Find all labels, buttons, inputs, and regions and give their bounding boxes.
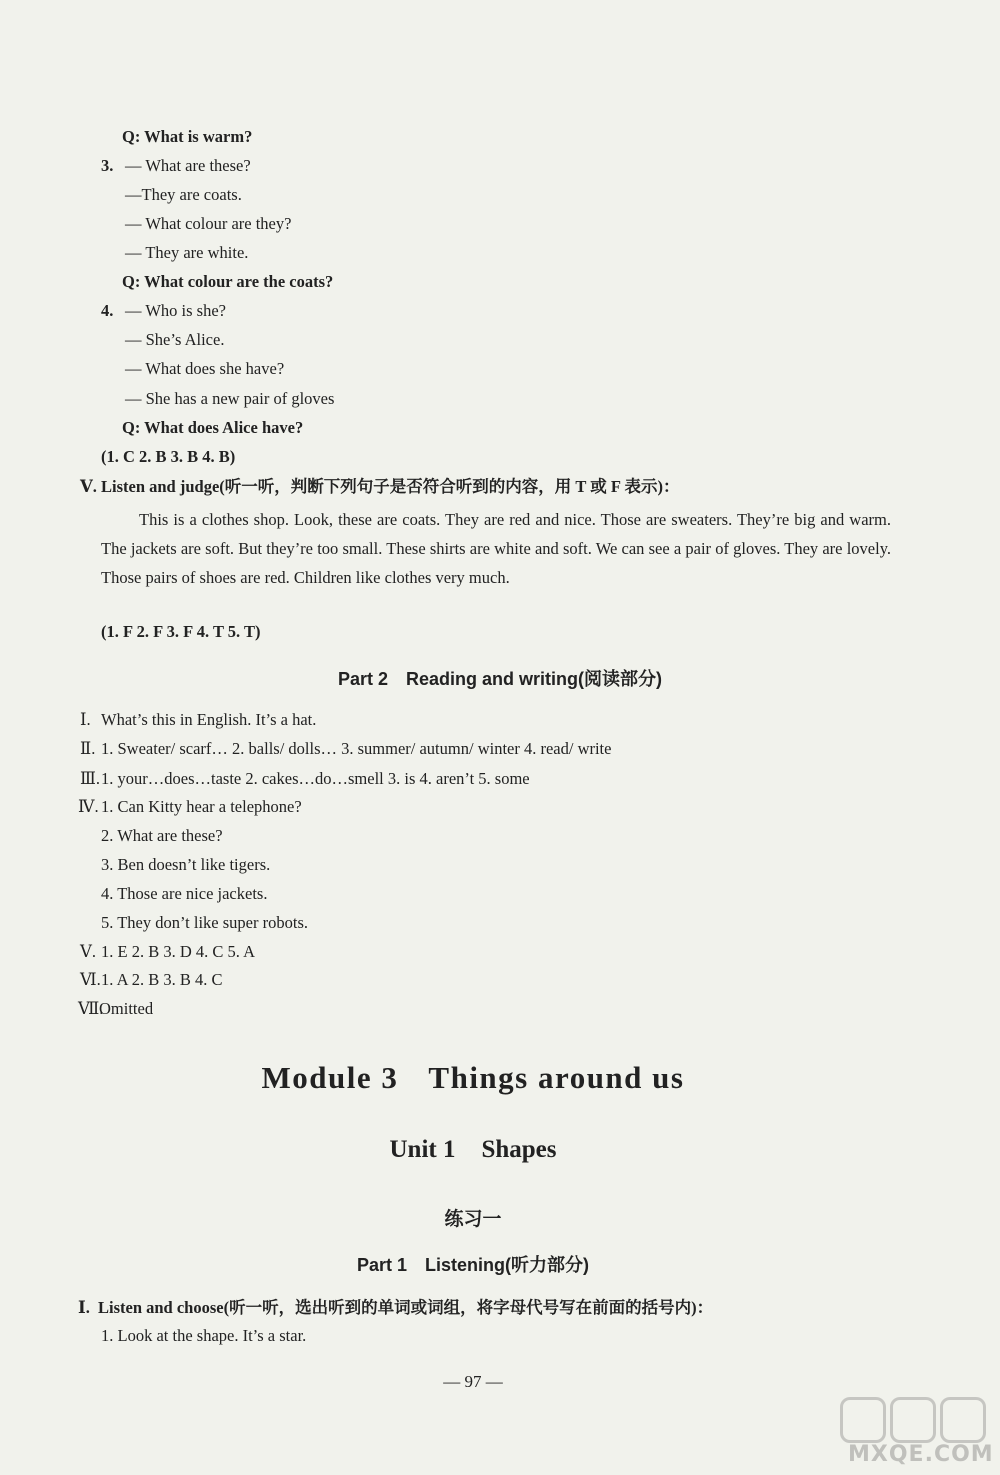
watermark-box-icon xyxy=(940,1397,986,1443)
answer-line: 5. They don’t like super robots. xyxy=(101,913,308,932)
dialogue-line: — What are these? xyxy=(125,156,251,175)
module-title xyxy=(0,1060,946,1096)
answer-line: 1. Look at the shape. It’s a star. xyxy=(101,1326,307,1345)
unit-title xyxy=(0,1136,946,1164)
section-number: Ⅱ. xyxy=(80,739,96,758)
section-number: Ⅶ. xyxy=(78,999,104,1018)
section-heading: Listen and choose(听一听，选出听到的单词或词组，将字母代号写在前面的括号内)： xyxy=(98,1298,714,1317)
section-number: Ⅴ. xyxy=(80,477,97,496)
section-number: Ⅰ. xyxy=(78,1298,90,1317)
item-number: 3. xyxy=(101,156,114,175)
question-line: Q: What colour are the coats? xyxy=(122,272,334,291)
question-line: Q: What does Alice have? xyxy=(122,418,304,437)
answer-line: 4. Those are nice jackets. xyxy=(101,884,268,903)
question-line: Q: What is warm? xyxy=(122,127,253,146)
unit-number: Unit 1 xyxy=(389,1136,456,1163)
part-number: Part 1 xyxy=(356,1255,408,1275)
answer-line: 1. E 2. B 3. D 4. C 5. A xyxy=(101,942,256,961)
section-number: Ⅴ. xyxy=(80,942,97,961)
dialogue-line: — What does she have? xyxy=(125,359,285,378)
answer-line: 1. your…does…taste 2. cakes…do…smell 3. is 4. aren’t 5. some xyxy=(101,769,530,788)
dialogue-line: — She’s Alice. xyxy=(125,330,225,349)
part-title: Reading and writing(阅读部分) xyxy=(406,669,663,689)
dialogue-line: —They are coats. xyxy=(125,185,242,204)
dialogue-line: — Who is she? xyxy=(125,301,226,320)
answer-line: What’s this in English. It’s a hat. xyxy=(101,710,317,729)
listening-passage: This is a clothes shop. Look, these are coats. They are red and nice. Those are sweaters. They’re big and warm. The jackets are soft. But they’re too small. These shirts are white and soft. We can see a pair of gloves. They are lovely. Those pairs of shoes are red. Children like clothes very much. xyxy=(101,510,891,587)
part-heading xyxy=(0,665,1000,691)
answer-line: Omitted xyxy=(99,999,154,1018)
watermark-logo xyxy=(840,1397,994,1467)
answer-line: 1. Sweater/ scarf… 2. balls/ dolls… 3. summer/ autumn/ winter 4. read/ write xyxy=(101,739,612,758)
exercise-heading: 练习一 xyxy=(444,1208,502,1230)
watermark-text: MXQE.COM xyxy=(848,1442,994,1467)
part-number: Part 2 xyxy=(337,669,389,689)
answer-line: 1. A 2. B 3. B 4. C xyxy=(101,970,223,989)
answer-line: 2. What are these? xyxy=(101,826,223,845)
item-number: 4. xyxy=(101,301,114,320)
dialogue-line: — They are white. xyxy=(125,243,249,262)
section-heading: Listen and judge(听一听，判断下列句子是否符合听到的内容，用 T 或 F 表示)： xyxy=(101,477,680,496)
module-name: Things around us xyxy=(428,1060,685,1095)
watermark-box-icon xyxy=(840,1397,886,1443)
answer-line: 1. Can Kitty hear a telephone? xyxy=(101,797,302,816)
module-number: Module 3 xyxy=(261,1060,399,1095)
part-title: Listening(听力部分) xyxy=(425,1255,590,1275)
page-number: — 97 — xyxy=(443,1372,503,1391)
watermark-box-icon xyxy=(890,1397,936,1443)
section-number: Ⅵ. xyxy=(80,970,101,989)
section-number: Ⅳ. xyxy=(78,797,99,816)
answer-key: (1. F 2. F 3. F 4. T 5. T) xyxy=(101,622,261,641)
part-heading xyxy=(0,1251,946,1277)
answer-key: (1. C 2. B 3. B 4. B) xyxy=(101,447,236,466)
unit-name: Shapes xyxy=(481,1136,557,1163)
section-number: Ⅲ. xyxy=(80,769,101,788)
answer-line: 3. Ben doesn’t like tigers. xyxy=(101,855,271,874)
section-number: Ⅰ. xyxy=(80,710,91,729)
dialogue-line: — She has a new pair of gloves xyxy=(125,389,335,408)
dialogue-line: — What colour are they? xyxy=(125,214,292,233)
